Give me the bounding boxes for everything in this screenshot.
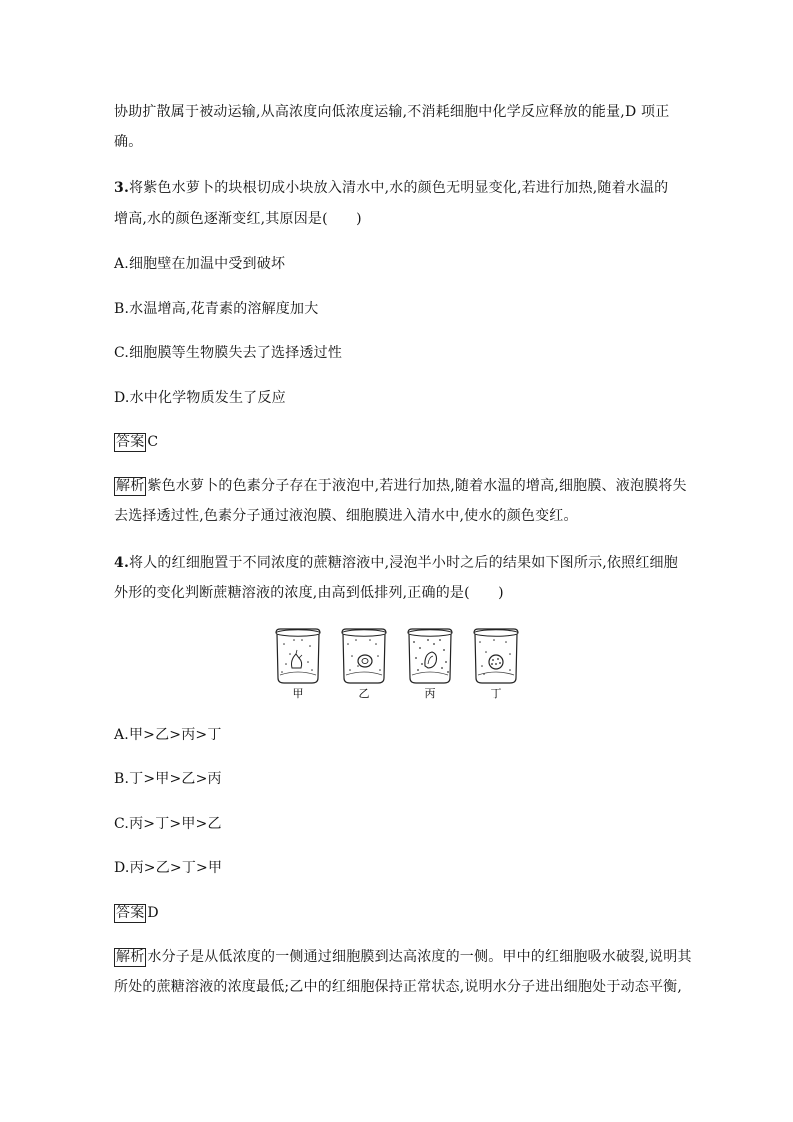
- prev-analysis-line-1: 协助扩散属于被动运输,从高浓度向低浓度运输,不消耗细胞中化学反应释放的能量,D 项正: [114, 104, 670, 120]
- q3-stem-text-1: 将紫色水萝卜的块根切成小块放入清水中,水的颜色无明显变化,若进行加热,随着水温的: [129, 180, 669, 196]
- q3-answer-value: C: [147, 434, 159, 450]
- prev-analysis-line-2: 确。: [114, 134, 143, 150]
- q4-stem-line-2: 外形的变化判断蔗糖溶液的浓度,由高到低排列,正确的是( ): [114, 585, 504, 601]
- q4-answer: [114, 903, 159, 923]
- q4-analysis-label: 解析: [116, 949, 145, 965]
- label-bing: 丙: [424, 687, 436, 700]
- q4-stem-text-1: 将人的红细胞置于不同浓度的蔗糖溶液中,浸泡半小时之后的结果如下图所示,依照红细胞: [129, 555, 678, 571]
- q4-option-c: C.丙>丁>甲>乙: [114, 816, 222, 832]
- beaker-ding: [474, 629, 518, 683]
- q4-answer-label: 答案: [116, 905, 145, 921]
- q3-option-a: A.细胞壁在加温中受到破坏: [114, 256, 286, 272]
- q3-stem-line-2: 增高,水的颜色逐渐变红,其原因是( ): [114, 211, 362, 227]
- label-jia: 甲: [292, 687, 304, 700]
- label-ding: 丁: [490, 687, 502, 700]
- q3-number: 3.: [114, 180, 130, 196]
- beaker-bing: [408, 629, 452, 683]
- q3-answer-label: 答案: [116, 434, 145, 450]
- q3-option-b: B.水温增高,花青素的溶解度加大: [114, 301, 319, 317]
- q4-analysis-line-1: [114, 947, 692, 967]
- q4-stem-line-1: [114, 553, 678, 573]
- q4-analysis-line-2: 所处的蔗糖溶液的浓度最低;乙中的红细胞保持正常状态,说明水分子进出细胞处于动态平衡,: [114, 979, 683, 995]
- q3-analysis-line-2: 去选择透过性,色素分子通过液泡膜、细胞膜进入清水中,使水的颜色变红。: [114, 508, 578, 524]
- q4-number: 4.: [114, 555, 130, 571]
- q3-answer: [114, 432, 158, 452]
- q4-answer-value: D: [147, 905, 159, 921]
- q4-analysis-text-1: 水分子是从低浓度的一侧通过细胞膜到达高浓度的一侧。甲中的红细胞吸水破裂,说明其: [147, 949, 692, 965]
- beaker-jia: [276, 629, 320, 683]
- q4-option-d: D.丙>乙>丁>甲: [114, 860, 223, 876]
- label-yi: 乙: [358, 687, 370, 700]
- q3-stem-line-1: [114, 178, 668, 198]
- q3-option-c: C.细胞膜等生物膜失去了选择透过性: [114, 345, 343, 361]
- q3-analysis-label: 解析: [116, 478, 145, 494]
- q3-analysis-line-1: [114, 476, 687, 496]
- q4-option-b: B.丁>甲>乙>丙: [114, 771, 222, 787]
- q3-analysis-text-1: 紫色水萝卜的色素分子存在于液泡中,若进行加热,随着水温的增高,细胞膜、液泡膜将失: [147, 478, 687, 494]
- beaker-yi: [342, 629, 386, 683]
- q4-option-a: A.甲>乙>丙>丁: [114, 727, 222, 743]
- q3-option-d: D.水中化学物质发生了反应: [114, 390, 286, 406]
- beaker-figure: [272, 626, 520, 702]
